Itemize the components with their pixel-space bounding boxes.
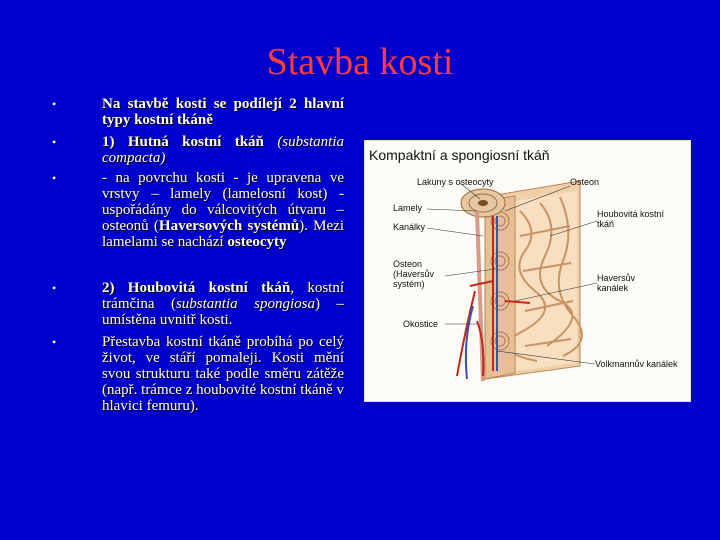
latin-term: substantia spongiosa xyxy=(175,296,315,312)
figure-title: Kompaktní a spongiosní tkáň xyxy=(369,147,550,163)
bullet-text xyxy=(102,134,344,166)
bullet-item-5 xyxy=(52,334,352,414)
bullet-item-4 xyxy=(52,280,352,328)
bullet-dot: • xyxy=(52,135,57,149)
text-part: ). Mezi lamelami se nachází xyxy=(102,218,344,250)
bullet-text xyxy=(102,170,344,250)
text-part: ) – umístěna uvnitř kosti. xyxy=(102,296,344,328)
bullet-text xyxy=(102,280,344,328)
label-osteon-mid: Osteon (Haversův systém) xyxy=(393,259,435,289)
bold-heading: 1) Hutná kostní tkáň xyxy=(102,134,264,150)
bold-heading: 2) Houbovitá kostní tkáň xyxy=(102,280,291,296)
label-volkmannuv: Volkmannův kanálek xyxy=(595,359,678,369)
latin-term: (substantia compacta) xyxy=(102,134,344,166)
bold-term: Haversových systémů xyxy=(158,218,300,234)
label-lakuny: Lakuny s osteocyty xyxy=(417,177,494,187)
label-osteon-top: Osteon xyxy=(570,177,600,187)
bullet-list xyxy=(52,96,352,414)
bullet-item-3 xyxy=(52,170,352,250)
bullet-text: Přestavba kostní tkáně probíhá po celý život, ve stáří pomaleji. Kosti mění svou strukturu také podle směru zátěže (např. trámce z houbovité kostní tkáně v hlavici femuru). xyxy=(102,334,345,414)
bullet-text: Na stavbě kosti se podílejí 2 hlavní typy kostní tkáně xyxy=(102,96,344,128)
bullet-dot: • xyxy=(52,281,57,295)
bone-tissue-figure xyxy=(364,140,691,402)
bullet-item-2 xyxy=(52,134,352,166)
text-part: , kostní trámčina ( xyxy=(102,280,344,312)
bullet-item-1 xyxy=(52,96,352,128)
label-okostice: Okostice xyxy=(403,319,439,329)
label-haversuv: Haversův kanálek xyxy=(597,273,636,293)
label-lamely: Lamely xyxy=(393,203,423,213)
bullet-dot: • xyxy=(52,97,57,111)
bold-term: osteocyty xyxy=(227,234,287,250)
label-kanalky: Kanálky xyxy=(393,222,426,232)
text-part: - na povrchu kosti - je upravena ve vrstvy – lamely (lamelosní kost) - uspořádány do válcovitých útvaru – osteonů ( xyxy=(102,170,344,234)
bullet-dot: • xyxy=(52,335,57,349)
bullet-dot: • xyxy=(52,171,57,185)
slide-title: Stavba kosti xyxy=(266,41,454,83)
label-houbovita: Houbovitá kostní tkáň xyxy=(597,209,665,229)
